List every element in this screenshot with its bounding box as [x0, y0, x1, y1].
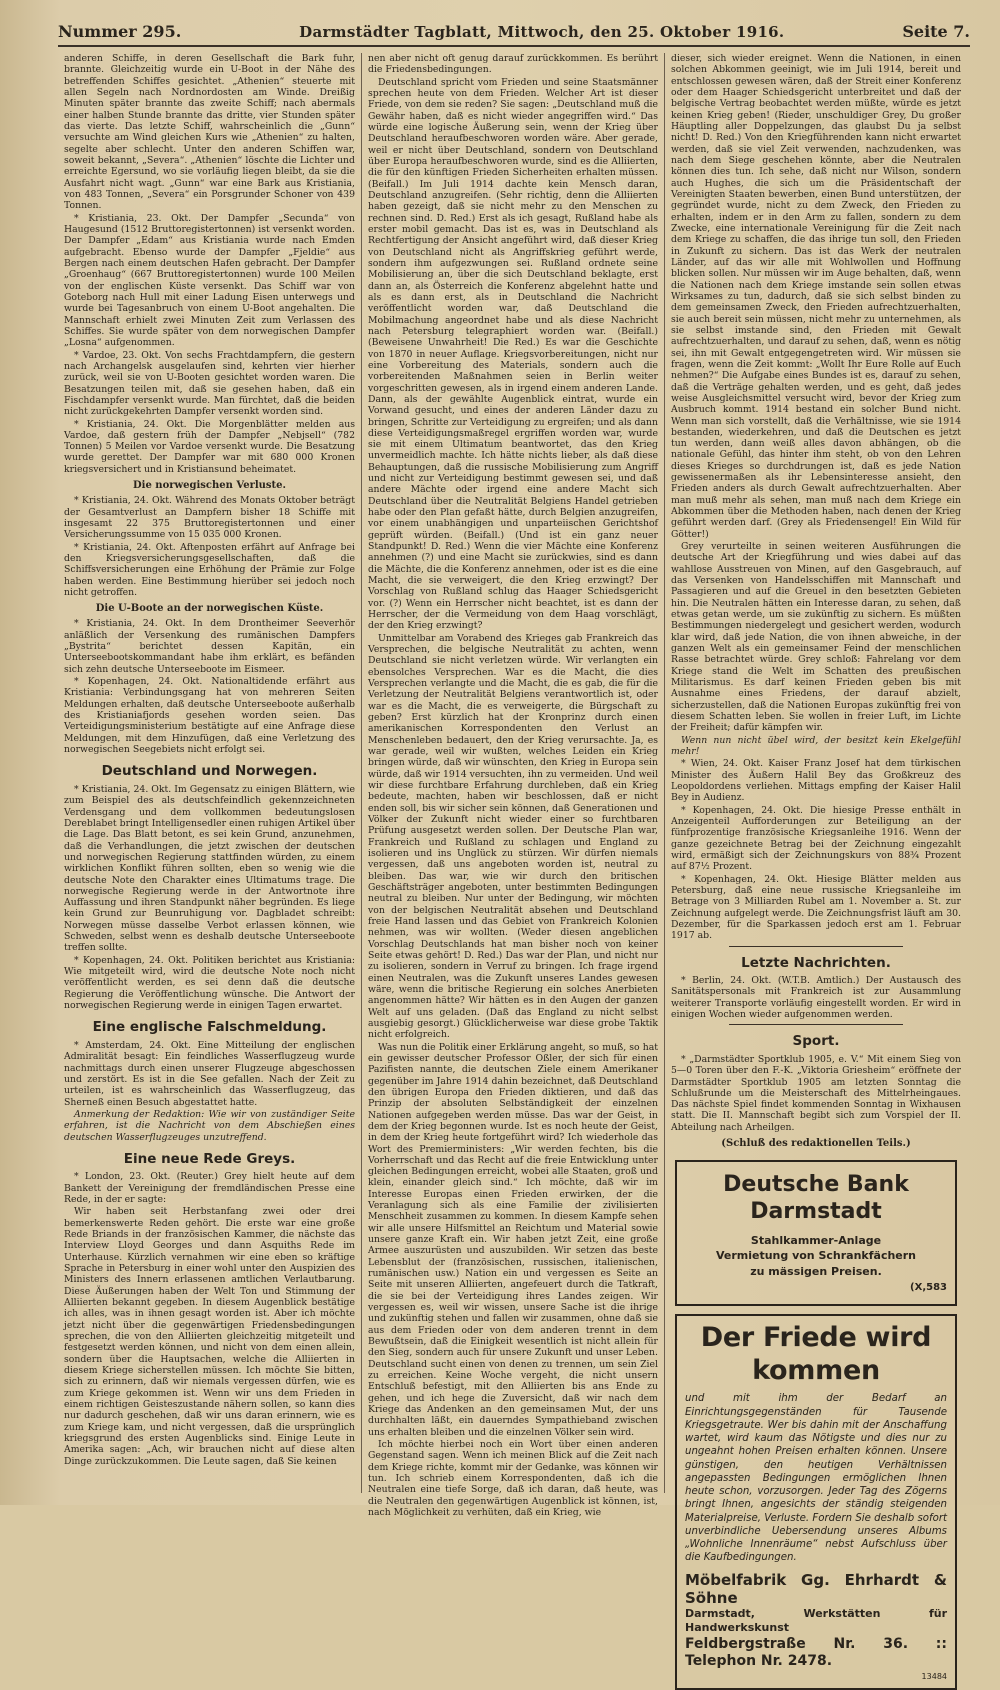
ad-line: Vermietung von Schrankfächern — [715, 1249, 917, 1263]
article-headline: Deutschland und Norwegen. — [101, 763, 318, 780]
column-1 — [58, 53, 361, 1493]
article-paragraph: * Vardoe, 23. Okt. Von sechs Frachtdampfern, die gestern nach Archangelsk ausgelaufen sind, kehrten vier hierher zurück, weil sie von U-Booten gesichtet worden waren. Die Besatzungen teilen mit, daß sie gesehen haben, daß ein Fischdampfer versenkt wurde. Man fürchtet, daß die beiden nicht zurückgekehrten Dampfer versenkt worden sind. — [64, 349, 355, 418]
article-paragraph: * Kopenhagen, 24. Okt. Hiesige Blätter melden aus Petersburg, daß eine neue russische Kriegsanleihe im Betrage von 3 Milliarden Rubel am 1. November a. St. zur Zeichnung aufgelegt werde. Die Zeichnungsfrist läuft am 30. Dezember, für die Sparkassen jedoch erst am 1. Februar 1917 ab. — [671, 873, 961, 942]
article-paragraph: nen aber nicht oft genug darauf zurückkommen. Es berührt die Friedensbedingungen. — [368, 53, 658, 76]
article-paragraph: * Kristiania, 23. Okt. Der Dampfer „Secunda“ von Haugesund (1512 Bruttoregistertonnen) ist versenkt worden. Der Dampfer „Edam“ aus Kristiania wurde nach Emden aufgebracht. Ebenso wurde der Dampfer „Fjeldie“ aus Bergen nach einem deutschen Hafen gebracht. Der Dampfer „Groenhaug“ (667 Bruttoregistertonnen) wurde 100 Meilen von der englischen Küste versenkt. Das Schiff war von Goteborg nach Hull mit einer Ladung Eisen unterwegs und wurde bei Tagesanbruch von einem U-Boot angehalten. Die Mannschaft erhielt zwei Minuten Zeit zum Verlassen des Schiffes. Sie wurde später von dem norwegischen Dampfer „Losna“ aufgenommen. — [64, 212, 355, 349]
article-paragraph: * Wien, 24. Okt. Kaiser Franz Josef hat dem türkischen Minister des Äußern Halil Bey das Großkreuz des Leopoldordens verliehen. Mittags empfing der Kaiser Halil Bey in Audienz. — [671, 758, 961, 804]
article-paragraph: anderen Schiffe, in deren Gesellschaft die Bark fuhr, brannte. Gleichzeitig wurde ein U-Boot in der Nähe des betreffenden Schiffes gesichtet. „Athenien“ steuerte mit allen Segeln nach Nordnordosten am Winde. Dreißig Minuten später brannte das zweite Schiff; nach abermals einer halben Stunde brannte das dritte, vier Stunden später das vierte. Das letzte Schiff, wahrscheinlich die „Gunn“ versuchte am Wind gleichen Kurs wie „Athenien“ zu halten, segelte aber schlecht. Unter den anderen Schiffen war, soweit bekannt, „Severa“. „Athenien“ löschte die Lichter und erreichte Egersund, wo sie vorläufig liegen bleibt, da sie die Ausfahrt nicht wagt. „Gunn“ war eine Bark aus Kristiania, von 483 Tonnen, „Severa“ ein Porsgrunder Schoner von 439 Tonnen. — [64, 53, 355, 212]
article-paragraph: * Kristiania, 24. Okt. Die Morgenblätter melden aus Vardoe, daß gestern früh der Dampfer „Nebjsell“ (782 Tonnen) 5 Meilen vor Vardoe versenkt wurde. Die Besatzung wurde gerettet. Der Dampfer war mit 680 000 Kronen kriegsversichert und in Kristiansund beheimatet. — [64, 418, 355, 475]
ad-street-phone: Feldbergstraße Nr. 36. :: Telephon Nr. 2478. — [685, 1635, 947, 1669]
issue-number: Nummer 295. — [58, 22, 182, 41]
article-headline: Eine neue Rede Greys. — [123, 1150, 296, 1167]
article-paragraph: * „Darmstädter Sportklub 1905, e. V.“ Mit einem Sieg von 5—0 Toren über den F.-K. „Viktoria Griesheim“ eröffnete der Darmstädter Sportklub 1905 am letzten Sonntag die Schlußrunde um die Meisterschaft des Mittelrheingaues. Das nächste Spiel findet kommenden Sonntag in Wixhausen statt. Die II. Mannschaft begibt sich zum Vorspiel der II. Abteilung nach Arheilgen. — [671, 1053, 961, 1133]
article-paragraph: * Kristiania, 24. Okt. Aftenposten erfährt auf Anfrage bei den Kriegsversicherungsgesellschaften, daß die Schiffsversicherungen eine Erhöhung der Prämie zur Folge haben werden. Eine Bestimmung hierüber sei jedoch noch nicht getroffen. — [64, 541, 355, 598]
section-heading: Letzte Nachrichten. — [741, 954, 891, 971]
article-paragraph: Unmittelbar am Vorabend des Krieges gab Frankreich das Versprechen, die belgische Neutralität zu achten, wenn Deutschland sie nicht verletzen würde. Wir verlangten ein ebensolches Versprechen. War es die Macht, die dies Versprechen verlangte und die Macht, die es gab, die für die Verletzung der Neutralität Belgiens verantwortlich ist, oder war es die Macht, die es verweigerte, die Bürgschaft zu geben? Erst kürzlich hat der Kronprinz durch einen amerikanischen Korrespondenten den Verlust an Menschenleben bedauert, den der Krieg verursachte. Ja, es war gerade, weil wir wußten, welches Leiden ein Krieg bringen würde, daß wir wünschten, den Krieg in Europa sein würde, daß wir 1914 versuchten, ihn zu vermeiden. Und weil wir diese furchtbare Erfahrung durchleben, daß ein Krieg bedeute, machten, haben wir beschlossen, daß er nicht enden soll, bis wir sicher sein können, daß Generationen und Völker der Zukunft nicht wieder einer so furchtbaren Prüfung ausgesetzt werden sollen. Der Deutsche Plan war, Frankreich und Rußland zu schlagen und England zu isolieren und ins Unglück zu stürzen. Wir dürfen niemals vergessen, daß uns angeboten worden ist, neutral zu bleiben. Das war, wie wir durch den britischen Geschäftsträger angeboten, unter bestimmten Bedingungen neutral zu bleiben. Nur unter der Bedingung, wir möchten von der belgischen Neutralität absehen und Deutschland freie Hand lassen und das Gebiet von Frankreich Kolonien nehmen, was wir wollten. (Weder diesen angeblichen Vorschlag Deutschlands hat man bisher noch von keiner Seite etwas gehört! D. Red.) Das war der Plan, und nicht nur zu isolieren, sondern in Verruf zu bringen. Ich frage irgend einen Neutralen, was die Zukunft unseres Landes gewesen wäre, wenn die britische Regierung ein solches Anerbieten angenommen hätte? Wir hätten es in den Augen der ganzen Welt auf uns geladen. (Daß das England zu nicht selbst ausgiebig gesorgt.) Glücklicherweise war diese grobe Taktik nicht erfolgreich. — [368, 632, 658, 1041]
columns — [58, 53, 970, 1682]
section-heading: Sport. — [792, 1033, 840, 1050]
article-paragraph: * Kristiania, 24. Okt. In dem Drontheimer Seeverhör anläßlich der Versenkung des rumänischen Dampfers „Bystrita“ berichtet dessen Kapitän, ein Unterseebootskommandant habe ihm erklärt, es befänden sich zehn deutsche Unterseeboote im Eismeer. — [64, 618, 355, 675]
article-paragraph: Wenn nun nicht übel wird, der besitzt kein Ekelgefühl mehr! — [671, 734, 961, 758]
end-of-editorial-note: (Schluß des redaktionellen Teils.) — [721, 1138, 911, 1150]
newspaper-title: Darmstädter Tagblatt, Mittwoch, den 25. Oktober 1916. — [299, 23, 785, 41]
page-number: Seite 7. — [902, 22, 970, 41]
divider — [729, 1024, 903, 1025]
editorial-note: Anmerkung der Redaktion: Wie wir von zuständiger Seite erfahren, ist die Nachricht von dem Abschießen eines deutschen Wasserflugzeuges unzutreffend. — [64, 1108, 355, 1143]
ad-title: Deutsche Bank Darmstadt — [723, 1172, 909, 1225]
ad-body: und mit ihm der Bedarf an Einrichtungsgegenständen für Tausende Kriegsgetraute. Wer bis dahin mit der Anschaffung wartet, wird kaum das Nötigste und dies nur zu ungeahnt hohen Preisen erhalten können. Unsere günstigen, den heutigen Verhältnissen angepassten Bedingungen ermöglichen Ihnen heute schon, vorzusorgen. Jeder Tag des Zögerns bringt Ihnen, angesichts der ständig steigenden Materialpreise, Verluste. Fordern Sie deshalb sofort unverbindliche Uebersendung unseres Albums „Wohnliche Innenräume“ nebst Aufschluss über die Kaufbedingungen. — [685, 1393, 947, 1564]
ad-code: 13484 — [921, 1672, 947, 1682]
ad-code: (X,583 — [910, 1282, 947, 1294]
article-paragraph: * Kopenhagen, 24. Okt. Die hiesige Presse enthält in Anzeigenteil Aufforderungen zur Beteiligung an der fünfprozentige französische Kriegsanleihe 1916. Wenn der ganze gezeichnete Betrag bei der Zeichnung eingezahlt wird, ermäßigt sich der Zeichnungskurs von 88¾ Prozent auf 87½ Prozent. — [671, 804, 961, 873]
article-paragraph: * Kristiania, 24. Okt. Im Gegensatz zu einigen Blättern, wie zum Beispiel des als deutschfeindlich gekennzeichneten Verdensgang und dem vollkommen bedeutungslosen Dereblabet bringt Intelligensedler einen ruhigen Artikel über die Lage. Das Blatt betont, es sei kein Grund, anzunehmen, daß die Verhandlungen, die jetzt zwischen der deutschen und norwegischen Regierung stattfinden würden, zu einem wirklichen Konflikt führen sollten, eben so wenig wie die deutsche Note den Charakter eines Ultimatums trage. Die norwegische Regierung werde in der Antwortnote ihre Auffassung und ihren Standpunkt näher begründen. Es liege kein Grund zur Beunruhigung vor. Dagbladet schreibt: Norwegen müsse dasselbe Verbot erlassen können, wie Schweden, selbst wenn es deshalb deutsche Unterseeboote treffen sollte. — [64, 783, 355, 954]
article-paragraph: * Kristiania, 24. Okt. Während des Monats Oktober beträgt der Gesamtverlust an Dampfern bisher 18 Schiffe mit insgesamt 22 375 Bruttoregistertonnen und einer Versicherungssumme von 15 035 000 Kronen. — [64, 495, 355, 541]
ad-headline: Der Friede wird kommen — [700, 1322, 932, 1387]
ad-address: Darmstadt, Werkstätten für Handwerkskunst — [685, 1607, 947, 1634]
ad-line: Stahlkammer-Anlage — [750, 1233, 882, 1247]
article-paragraph: dieser, sich wieder ereignet. Wenn die Nationen, in einen solchen Abkommen geeinigt, wie im Juli 1914, bereit und entschlossen gewesen wären, daß der Streit einer Konferenz oder dem Haager Schiedsgericht unterbreitet und daß der belgische Vertrag beobachtet werden müßte, würde es jetzt keinen Krieg geben! (Rieder, unschuldiger Grey, Du großer Häuptling aller Doppelzungen, das glaubst Du ja selbst nicht! D. Red.) Von den Kriegführenden kann nicht erwartet werden, daß sie viel Zeit verwenden, nachzudenken, was nach dem Siege geschehen könnte, aber die Neutralen können dies tun. Ich sehe, daß nicht nur Wilson, sondern auch Hughes, die sich um die Präsidentschaft der Vereinigten Staaten bewerben, einen Bund unterstützen, der gegründet wurde, nicht zu dem Zweck, den Frieden zu erhalten, indem er in den Arm zu fallen, sondern zu dem Zwecke, eine internationale Vereinigung für die Zeit nach dem Kriege zu schaffen, die das ihrige tun soll, den Frieden in Zukunft zu sichern. Das ist das Werk der neutralen Länder, auf das wir alle mit Wohlwollen und Hoffnung blicken sollen. Nur müssen wir im Auge behalten, daß, wenn die Nationen nach dem Kriege imstande sein sollen etwas Wirksames zu tun, dadurch, daß sie sich selbst binden zu dem gemeinsamen Zweck, den Frieden aufrechtzuerhalten, sie auch bereit sein müssen, nicht mehr zu unternehmen, als sie selbst imstande sind, den Frieden mit Gewalt aufrechtzuerhalten, und darauf zu sehen, daß, wenn es nötig sei, ihn mit Gewalt entgegengetreten wird. Wir müssen sie fragen, wenn die Zeit kommt: „Wollt Ihr Eure Rolle auf Euch nehmen?“ Die Aufgabe eines Bundes ist es, darauf zu sehen, daß die Verträge gehalten werden, und es geht, daß jedes weise Ausgleichsmittel versucht wird, bevor der Krieg zum Ausbruch kommt. 1914 bestand ein solcher Bund nicht. Wenn man sich vorstellt, daß die Verhältnisse, wie sie 1914 bestanden, wiederkehren, und daß die Deutschen es jetzt tun werden, dann weiß alles davon abhängen, ob die nationale Gefühl, das hinter ihm steht, ob von den Lehren dieses Krieges so durchdrungen ist, daß es jede Nation gewissenermaßen als ihr Lebensinteresse ansieht, den Frieden anders als durch Gewalt aufrechtzuerhalten. Aber man muß mehr als sehen, man muß nach dem Kriege ein Abkommen über die Methoden haben, nach denen der Krieg geführt werden darf. (Grey als Friedensengel! Ein Wild für Götter!) — [671, 53, 961, 540]
article-paragraph: * London, 23. Okt. (Reuter.) Grey hielt heute auf dem Bankett der Vereinigung der fremdländischen Presse eine Rede, in der er sagte: — [64, 1171, 355, 1205]
section-heading: Die norwegischen Verluste. — [132, 480, 287, 492]
article-paragraph: * Kopenhagen, 24. Okt. Nationaltidende erfährt aus Kristiania: Verbindungsgang hat von mehreren Seiten Meldungen erhalten, daß deutsche Unterseeboote außerhalb des Kristianiafjords gesehen worden seien. Das Verteidigungsministerium bestätigte auf eine Anfrage diese Meldungen, mit dem Hinzufügen, daß eine Verletzung des norwegischen Seegebiets nicht erfolgt sei. — [64, 676, 355, 756]
masthead — [58, 22, 970, 47]
advertisement-deutsche-bank — [675, 1160, 957, 1306]
article-headline: Eine englische Falschmeldung. — [92, 1019, 327, 1036]
ad-line: zu mässigen Preisen. — [750, 1264, 882, 1278]
article-paragraph: * Amsterdam, 24. Okt. Eine Mitteilung der englischen Admiralität besagt: Ein feindliches Wasserflugzeug wurde nachmittags durch einen unserer Flugzeuge abgeschossen und zerstört. Es ist in die See gefallen. Nach der Zeit zu urteilen, ist es wahrscheinlich das Wasserflugzeug, das Sherneß einen Besuch abgestattet hatte. — [64, 1039, 355, 1108]
article-paragraph: Grey verurteilte in seinen weiteren Ausführungen die deutsche Art der Kriegführung und wies dabei auf das wahllose Ausstreuen von Minen, auf den Gasgebrauch, auf das Versenken von Handelsschiffen mit Mannschaft und Passagieren und auf die Greuel in den besetzten Gebieten hin. Die Neutralen hätten ein Interesse daran, zu sehen, daß etwas getan werde, um sie zukünftig zu sichern. Es müßten Bestimmungen niedergelegt und gesichert werden, wodurch klar wird, daß jede Nation, die von ihnen abweiche, in der ganzen Welt als ein gemeinsamer Feind der menschlichen Rasse betrachtet würde. Grey schloß: Fahrelang vor dem Kriege stand die Welt im Schatten des preußischen Militarismus. Es darf keinen Frieden geben bis mit Ausnahme eines Friedens, der darauf abzielt, sicherzustellen, daß die Nationen Europas zukünftig frei von diesem Schatten leben. Sie wollen in freier Luft, im Lichte der Freiheit; dafür kämpfen wir. — [671, 541, 961, 734]
article-paragraph: * Kopenhagen, 24. Okt. Politiken berichtet aus Kristiania: Wie mitgeteilt wird, wird die deutsche Note noch nicht veröffentlicht werden, es sei denn daß die deutsche Regierung die Veröffentlichung wünsche. Die Antwort der norwegischen Regierung werde in einigen Tagen erwartet. — [64, 954, 355, 1012]
article-paragraph: * Berlin, 24. Okt. (W.T.B. Amtlich.) Der Austausch des Sanitätspersonals mit Frankreich ist zur Ausammlung weiterer Transporte vorläufig eingestellt worden. Er wird in einigen Wochen wieder aufgenommen werden. — [671, 975, 961, 1021]
ad-firm-name: Möbelfabrik Gg. Ehrhardt & Söhne — [685, 1570, 947, 1607]
divider — [729, 946, 903, 947]
article-paragraph: Deutschland spricht vom Frieden und seine Staatsmänner sprechen heute von dem Frieden. Welcher Art ist dieser Friede, von dem sie reden? Sie sagen: „Deutschland muß die Gewähr haben, daß es nicht wieder angegriffen wird.“ Das würde eine logische Äußerung sein, wenn der Krieg über Deutschland heraufbeschworen worden wäre. Aber gerade, weil er nicht über Deutschland, sondern von Deutschland über Europa heraufbeschworen wurde, sind es die Alliierten, die für den künftigen Frieden Sicherheiten erhalten müssen. (Beifall.) Im Juli 1914 dachte kein Mensch daran, Deutschland anzugreifen. (Sehr richtig, denn die Alliierten haben gezeigt, daß sie nicht mehr zu den Menschen zu rechnen sind. D. Red.) Erst als ich gesagt, Rußland habe als erster mobil gemacht. Das ist es, was in Deutschland als Rechtfertigung der Ansicht angeführt wird, daß dieser Krieg von Deutschland nicht als Angriffskrieg geführt werde, sondern ihm aufgezwungen sei. Rußland ordnete seine Mobilisierung an, über die sich Deutschland beklagte, erst dann an, als Österreich die Konferenz abgelehnt hatte und als es dann erst, als in Deutschland die Nachricht veröffentlicht worden war, daß Deutschland die Mobilmachung angeordnet habe und als diese Nachricht nach Petersburg telegraphiert worden war. (Beifall.) (Beweisene Unwahrheit! Die Red.) Es war die Geschichte von 1870 in neuer Auflage. Kriegsvorbereitungen, nicht nur eine Vorbereitung des Materials, sondern auch die vorbereitenden Maßnahmen seien in Berlin weiter vorgeschritten gewesen, als in irgend einem anderen Lande. Dann, als der gewählte Augenblick eintrat, wurde ein Vorwand gesucht, und eines der anderen Länder dazu zu bringen, Schritte zur Verteidigung zu ergreifen; und als dann diese Verteidigungsmaßregel ergriffen worden war, wurde sie mit einem Ultimatum beantwortet, das den Krieg unvermeidlich machte. Ich hätte nichts lieber, als daß diese Behauptungen, daß die russische Mobilisierung zum Angriff und nicht zur Verteidigung bestimmt gewesen sei, und daß andere Mächte oder irgend eine andere Macht sich Deutschland über die Neutralität Belgiens Handel getrieben habe oder den Plan gefaßt hätte, durch Belgien anzugreifen, vor einem unabhängigen und unparteiischen Gerichtshof geprüft würden. (Beifall.) (Und ist ein ganz neuer Standpunkt! D. Red.) Wenn die vier Mächte eine Konferenz annehmen (?) und eine Macht sie zurückwies, sind es dann die Mächte, die die Konferenz annehmen, oder ist es die eine Macht, die sie verweigert, die den Krieg erzwingt? Der Vorschlag von Rußland schlug das Haager Schiedsgericht vor. (?) Wenn ein Herrscher nicht beachtet, ist es dann der Herrscher, der die Vermeidung von dem Haag vorschlägt, der den Krieg erzwingt? — [368, 76, 658, 632]
section-heading: Die U-Boote an der norwegischen Küste. — [95, 603, 324, 615]
article-paragraph: Was nun die Politik einer Erklärung angeht, so muß, so hat ein gewisser deutscher Professor Oßler, der sich für einen Pazifisten nannte, die deutschen Ziele einem Amerikaner gegenüber im Jahre 1914 dahin bezeichnet, daß Deutschland den übrigen Europa den Frieden diktieren, und daß das Prinzip der absoluten Selbständigkeit der einzelnen Nationen aufgegeben werden müsse. Das war der Geist, in dem der Krieg begonnen wurde. Ist es noch heute der Geist, in dem der Krieg heute fortgeführt wird? Ich wiederhole das Wort des Premierministers: „Wir werden fechten, bis die Vorherrschaft und das Recht auf die freie Entwicklung unter gleichen Bedingungen erreicht, wobei alle Staaten, groß und klein, einander gleich sind.“ Ich möchte, daß wir im Interesse Europas einen Frieden erwirken, der die Veranlagung sich als eine Familie der zivilisierten Menschheit zusammen zu kommen. In diesem Kampfe sehen wir alle unsere Hilfsmittel an Reichtum und Material sowie unsere ganze Kraft ein. Wir haben jetzt Zeit, eine große Armee auszurüsten und auszubilden. Wir setzen das beste Lebensblut der (französischen, russischen, italienischen, rumänischen usw.) Nation ein und vergessen es Seite an Seite mit unseren Alliierten, angefeuert durch die Tatkraft, die sie bei der Verteidigung ihres Landes zeigen. Wir vergessen es, weil wir wissen, unsere Sache ist die ihrige und zukünftig stehen und fallen wir zusammen, ohne daß sie aus dem Frieden oder von dem anderen trennt in dem Bewußtsein, daß die Einigkeit wesentlich ist nicht allein für den Sieg, sondern auch für unsere Zukunft und unser Leben. Deutschland sucht einen von denen zu trennen, um sein Ziel zu erreichen. Keine Woche vergeht, die nicht unsern Entschluß befestigt, mit den Alliierten bis ans Ende zu gehen, und ich hege die Zuversicht, daß wir nach dem Kriege das Andenken an den gemeinsamen Mut, der uns durchhalten läßt, ein dauerndes Sympathieband zwischen uns erhalten bleiben und die einzelnen Völker sein wird. — [368, 1041, 658, 1438]
column-3 — [664, 53, 967, 1682]
article-paragraph: Wir haben seit Herbstanfang zwei oder drei bemerkenswerte Reden gehört. Die erste war eine große Rede Briands in der französischen Kammer, die nächste das Interview Lloyd Georges und dann Asquiths Rede im Unterhause. Kürzlich vernahmen wir eine eben so kräftige Sprache in Petersburg in einer wohl unter den Auspizien des Ministers des Innern erlassenen amtlichen Verlautbarung. Diese Äußerungen haben der Welt Ton und Stimmung der Alliierten bekannt gegeben. In diesem Augenblick bestätige ich alles, was in ihnen gesagt worden ist. Aber ich möchte jetzt nicht über die gegenwärtigen Friedensbedingungen sprechen, die von den Alliierten gleichzeitig mitgeteilt und festgesetzt werden können, und nicht von dem einen allein, sondern über die Hauptsachen, welche die Alliierten in diesem Kriege sicherstellen müssen. Ich möchte Sie bitten, sich zu erinnern, daß wir niemals vergessen dürfen, wie es zum Kriege gekommen ist. Wenn wir uns dem Frieden in einem richtigen Geisteszustande nähern sollen, so kann dies nur dadurch geschehen, daß wir uns daran erinnern, wie es zum Kriege kam, und nicht vergessen, daß die ursprünglich kriegsgrund des ersten Augenblicks sind. Einige Leute in Amerika sagen: „Ach, wir brauchen nicht auf diese alten Dinge zurückzukommen. Die Leute sagen, daß Sie keinen — [64, 1206, 355, 1467]
article-paragraph: Ich möchte hierbei noch ein Wort über einen anderen Gegenstand sagen. Wenn ich meinen Blick auf die Zeit nach dem Kriege richte, kommt mir der Gedanke, was können wir tun. Ich schrieb einem Korrespondenten, daß ich die Neutralen eine tiefe Sorge, daß ich daran, daß heute, was die Neutralen den gegenwärtigen Augenblick ist können, ist, nach Möglichkeit zu verhüten, daß ein Krieg, wie — [368, 1439, 658, 1518]
advertisement-moebelfabrik — [675, 1314, 957, 1689]
column-2 — [361, 53, 664, 1518]
